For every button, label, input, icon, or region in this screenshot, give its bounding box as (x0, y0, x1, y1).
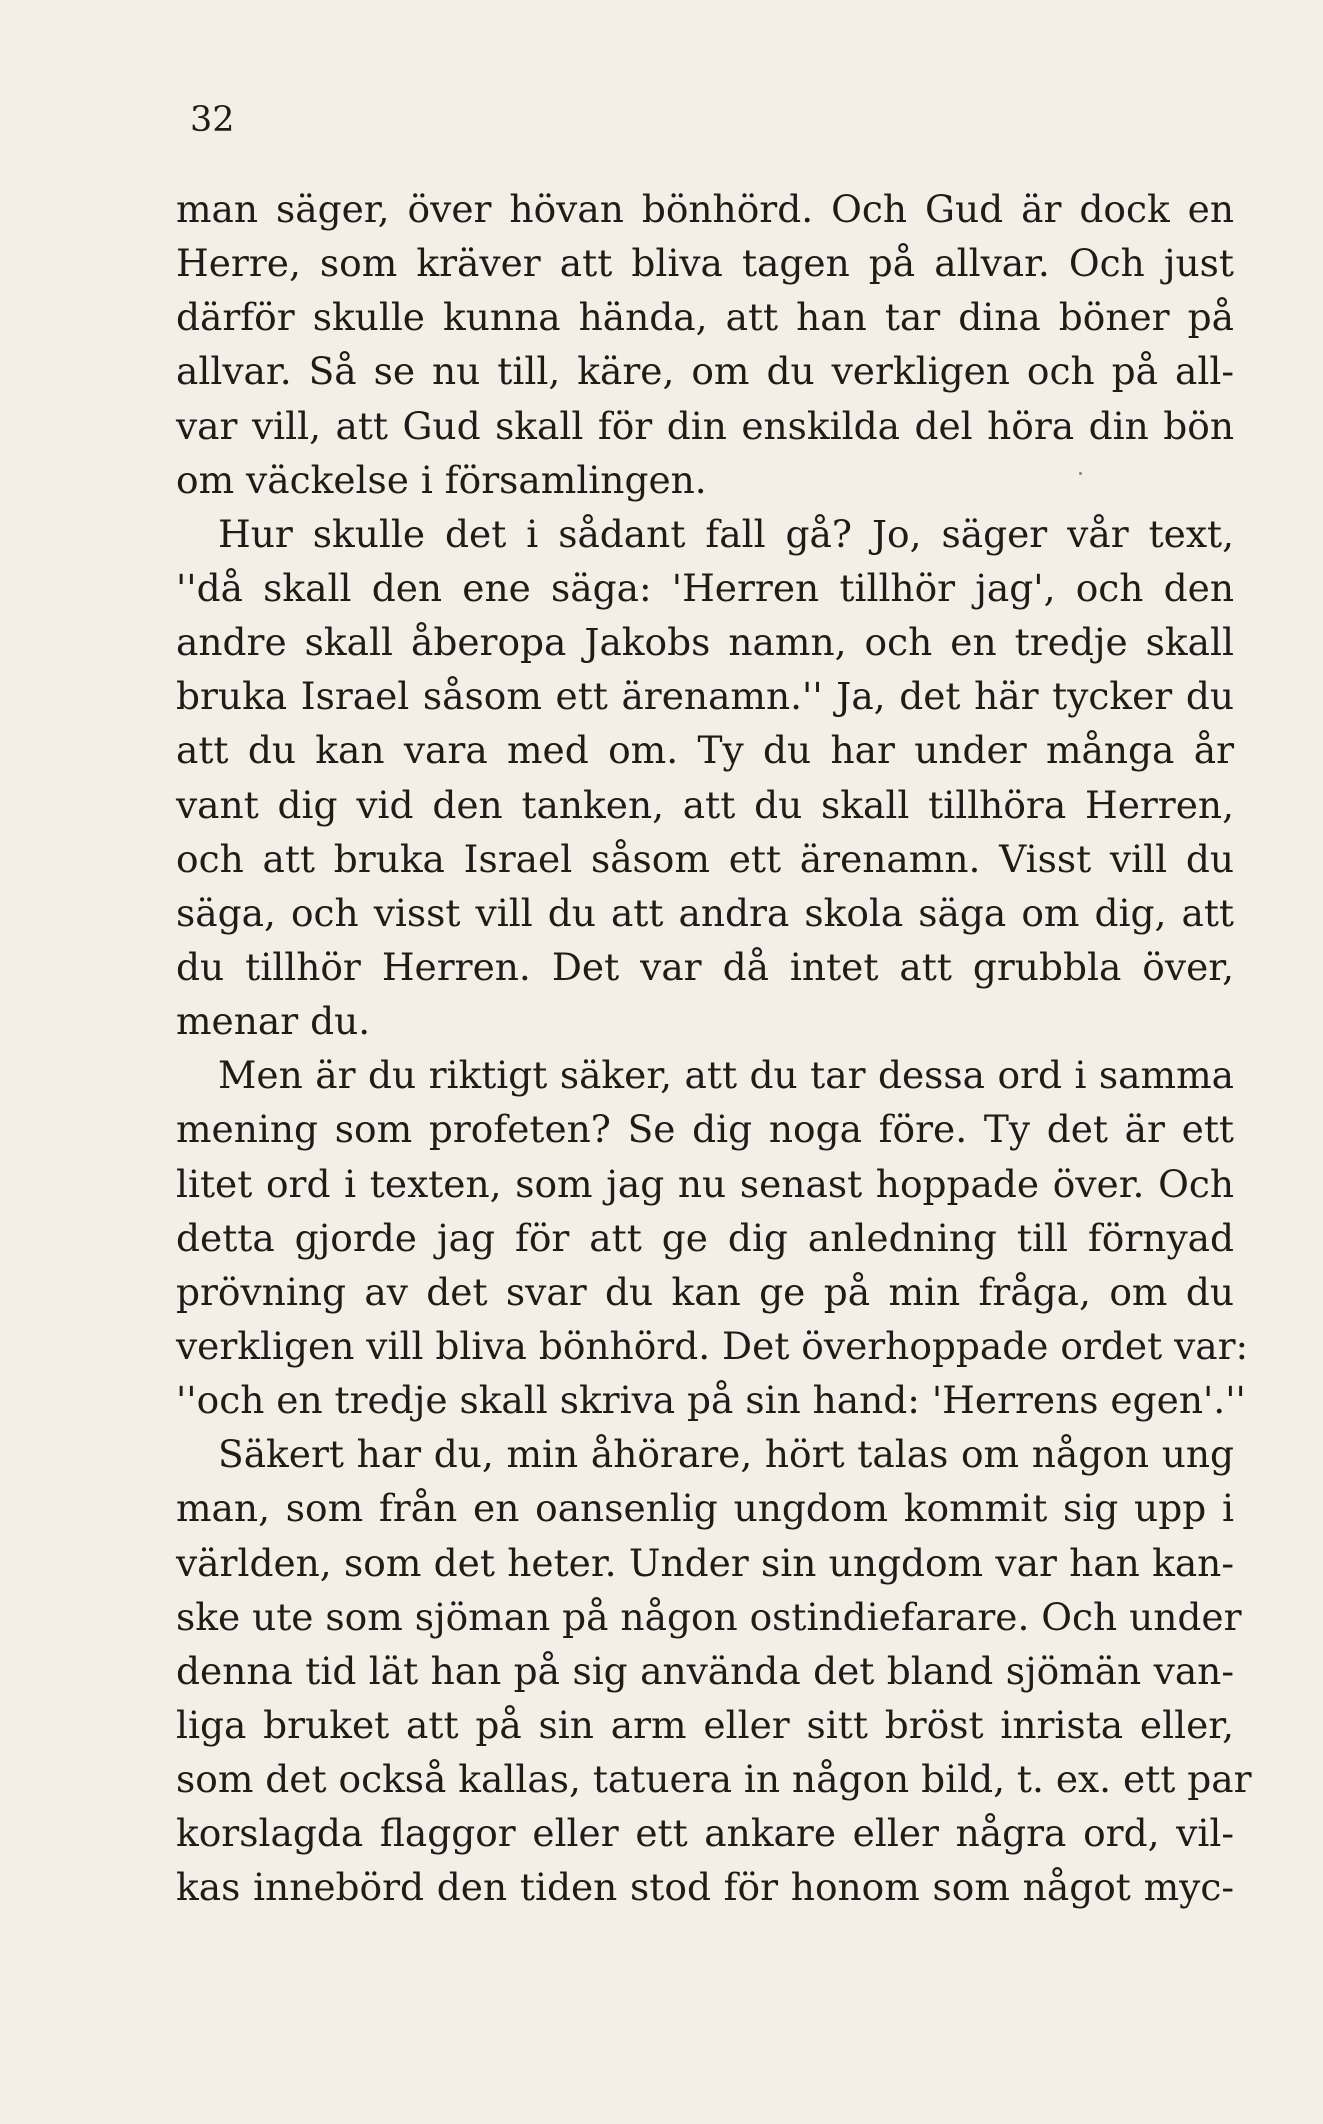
text-line: andre skall åberopa Jakobs namn, och en tredje skall (176, 620, 1234, 665)
text-line: därför skulle kunna hända, att han tar dina böner på (176, 295, 1234, 340)
text-line: var vill, att Gud skall för din enskilda del höra din bön (176, 403, 1234, 448)
text-line: liga bruket att på sin arm eller sitt bröst inrista eller, (176, 1702, 1234, 1747)
text-line: ske ute som sjöman på någon ostindiefarare. Och under (176, 1594, 1242, 1639)
text-line: vant dig vid den tanken, att du skall tillhöra Herren, (176, 782, 1234, 827)
text-line: ''då skall den ene säga: 'Herren tillhör jag', och den (176, 565, 1234, 610)
text-line: om väckelse i församlingen. (176, 457, 707, 502)
text-line: verkligen vill bliva bönhörd. Det överhoppade ordet var: (176, 1323, 1249, 1368)
text-line: kas innebörd den tiden stod för honom som något myc- (176, 1865, 1234, 1910)
page-number: 32 (190, 100, 235, 140)
text-line: säga, och visst vill du att andra skola säga om dig, att (176, 890, 1234, 935)
text-line: du tillhör Herren. Det var då intet att grubbla över, (176, 944, 1234, 989)
text-line: Men är du riktigt säker, att du tar dessa ord i samma (218, 1053, 1234, 1098)
text-line: man säger, över hövan bönhörd. Och Gud är dock en (176, 187, 1234, 231)
text-line: ''och en tredje skall skriva på sin hand: 'Herrens egen'.'' (176, 1378, 1246, 1423)
text-line: bruka Israel såsom ett ärenamn.'' Ja, det här tycker du (176, 674, 1234, 719)
text-line: mening som profeten? Se dig noga före. Ty det är ett (176, 1107, 1234, 1152)
text-line: korslagda flaggor eller ett ankare eller några ord, vil- (176, 1811, 1234, 1856)
text-line: Säkert har du, min åhörare, hört talas om någon ung (218, 1432, 1234, 1477)
text-line: Hur skulle det i sådant fall gå? Jo, säger vår text, (218, 511, 1234, 556)
text-line: allvar. Så se nu till, käre, om du verkligen och på all- (176, 349, 1234, 394)
text-line: denna tid lät han på sig använda det bland sjömän van- (176, 1648, 1234, 1693)
text-line: man, som från en oansenlig ungdom kommit sig upp i (176, 1486, 1234, 1531)
text-line: prövning av det svar du kan ge på min fråga, om du (176, 1269, 1234, 1314)
text-line: och att bruka Israel såsom ett ärenamn. Visst vill du (176, 836, 1234, 881)
text-line: som det också kallas, tatuera in någon bild, t. ex. ett par (176, 1757, 1252, 1802)
text-line: detta gjorde jag för att ge dig anledning till förnyad (176, 1215, 1234, 1260)
text-line: att du kan vara med om. Ty du har under många år (176, 728, 1234, 773)
text-line: världen, som det heter. Under sin ungdom var han kan- (176, 1540, 1234, 1585)
body-text (176, 182, 1252, 1915)
text-line: Herre, som kräver att bliva tagen på allvar. Och just (176, 241, 1234, 286)
text-line: menar du. (176, 999, 371, 1044)
text-line: litet ord i texten, som jag nu senast hoppade över. Och (176, 1161, 1234, 1206)
